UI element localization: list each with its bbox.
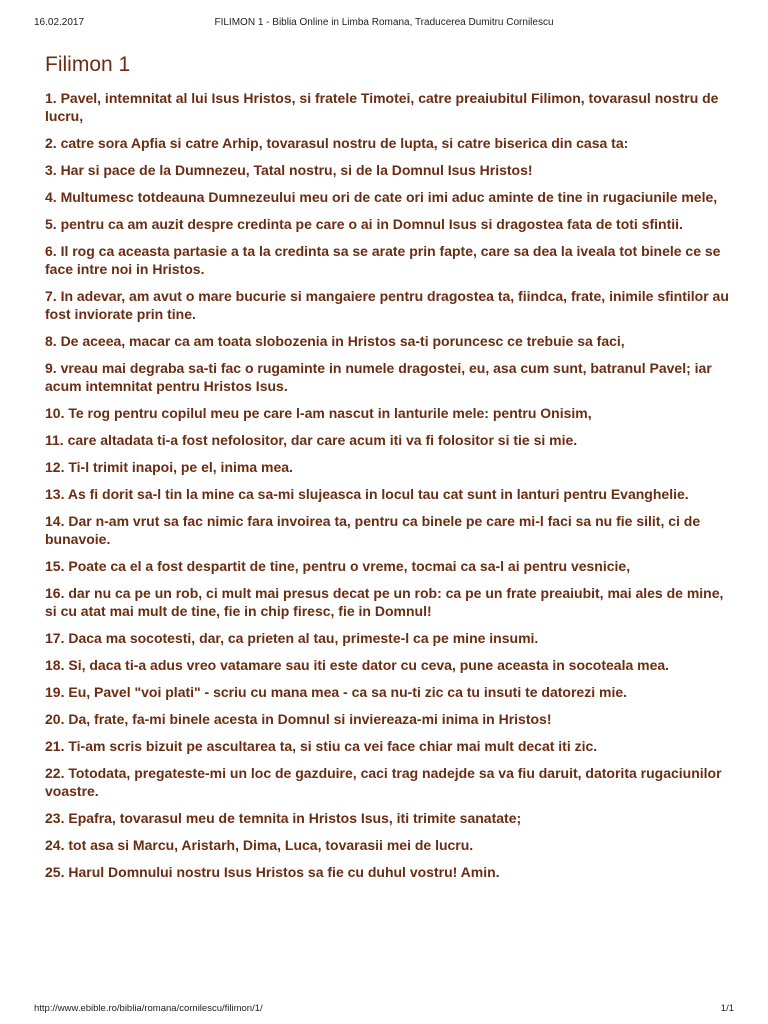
print-header bbox=[34, 16, 734, 30]
verse-4: 4. Multumesc totdeauna Dumnezeului meu ori de cate ori imi aduc aminte de tine in rugaciunile mele, bbox=[45, 189, 718, 205]
verse-23: 23. Epafra, tovarasul meu de temnita in Hristos Isus, iti trimite sanatate; bbox=[45, 810, 522, 826]
verse-15: 15. Poate ca el a fost despartit de tine, pentru o vreme, tocmai ca sa-l ai pentru vesnicie, bbox=[45, 558, 631, 574]
verse-7: 7. In adevar, am avut o mare bucurie si mangaiere pentru dragostea ta, fiindca, frate, inimile sfintilor au fost inviorate prin tine. bbox=[45, 288, 729, 322]
verse-17: 17. Daca ma socotesti, dar, ca prieten al tau, primeste-l ca pe mine insumi. bbox=[45, 630, 539, 646]
verse-25: 25. Harul Domnului nostru Isus Hristos sa fie cu duhul vostru! Amin. bbox=[45, 864, 500, 880]
verse-11: 11. care altadata ti-a fost nefolositor, dar care acum iti va fi folositor si tie si mie. bbox=[45, 432, 578, 448]
verse-19: 19. Eu, Pavel "voi plati" - scriu cu mana mea - ca sa nu-ti zic ca tu insuti te datorezi mie. bbox=[45, 684, 628, 700]
verse-6: 6. Il rog ca aceasta partasie a ta la credinta sa se arate prin fapte, care sa dea la iveala tot binele ce se face intre noi in Hristos. bbox=[45, 243, 721, 277]
chapter-content bbox=[45, 52, 735, 890]
verse-2: 2. catre sora Apfia si catre Arhip, tovarasul nostru de lupta, si catre biserica din casa ta: bbox=[45, 135, 629, 151]
page-number: 1/1 bbox=[720, 1003, 734, 1014]
print-footer bbox=[34, 1002, 734, 1016]
verse-22: 22. Totodata, pregateste-mi un loc de gazduire, caci trag nadejde sa va fiu daruit, datorita rugaciunilor voastre. bbox=[45, 765, 722, 799]
verse-12: 12. Ti-l trimit inapoi, pe el, inima mea. bbox=[45, 459, 293, 475]
verse-24: 24. tot asa si Marcu, Aristarh, Dima, Luca, tovarasii mei de lucru. bbox=[45, 837, 474, 853]
verse-list bbox=[45, 89, 735, 881]
verse-18: 18. Si, daca ti-a adus vreo vatamare sau iti este dator cu ceva, pune aceasta in socoteala mea. bbox=[45, 657, 670, 673]
verse-21: 21. Ti-am scris bizuit pe ascultarea ta, si stiu ca vei face chiar mai mult decat iti zic. bbox=[45, 738, 598, 754]
verse-10: 10. Te rog pentru copilul meu pe care l-am nascut in lanturile mele: pentru Onisim, bbox=[45, 405, 592, 421]
verse-20: 20. Da, frate, fa-mi binele acesta in Domnul si inviereaza-mi inima in Hristos! bbox=[45, 711, 552, 727]
verse-13: 13. As fi dorit sa-l tin la mine ca sa-mi slujeasca in locul tau cat sunt in lanturi pentru Evanghelie. bbox=[45, 486, 689, 502]
document-title: FILIMON 1 - Biblia Online in Limba Romana, Traducerea Dumitru Cornilescu bbox=[214, 17, 554, 28]
verse-1: 1. Pavel, intemnitat al lui Isus Hristos, si fratele Timotei, catre preaiubitul Filimon, tovarasul nostru de lucru, bbox=[45, 90, 719, 124]
verse-5: 5. pentru ca am auzit despre credinta pe care o ai in Domnul Isus si dragostea fata de toti sfintii. bbox=[45, 216, 683, 232]
verse-8: 8. De aceea, macar ca am toata slobozenia in Hristos sa-ti poruncesc ce trebuie sa faci, bbox=[45, 333, 625, 349]
verse-3: 3. Har si pace de la Dumnezeu, Tatal nostru, si de la Domnul Isus Hristos! bbox=[45, 162, 533, 178]
verse-16: 16. dar nu ca pe un rob, ci mult mai presus decat pe un rob: ca pe un frate preaiubit, mai ales de mine, si cu atat mai mult de tine, fie in chip firesc, fie in Domnul! bbox=[45, 585, 724, 619]
verse-9: 9. vreau mai degraba sa-ti fac o rugaminte in numele dragostei, eu, asa cum sunt, batranul Pavel; iar acum intemnitat pentru Hristos Isus. bbox=[45, 360, 712, 394]
source-url[interactable]: http://www.ebible.ro/biblia/romana/cornilescu/filimon/1/ bbox=[34, 1003, 263, 1014]
chapter-title: Filimon 1 bbox=[45, 53, 131, 76]
print-date: 16.02.2017 bbox=[34, 17, 85, 28]
verse-14: 14. Dar n-am vrut sa fac nimic fara invoirea ta, pentru ca binele pe care mi-l faci sa nu fie silit, ci de bunavoie. bbox=[45, 513, 701, 547]
